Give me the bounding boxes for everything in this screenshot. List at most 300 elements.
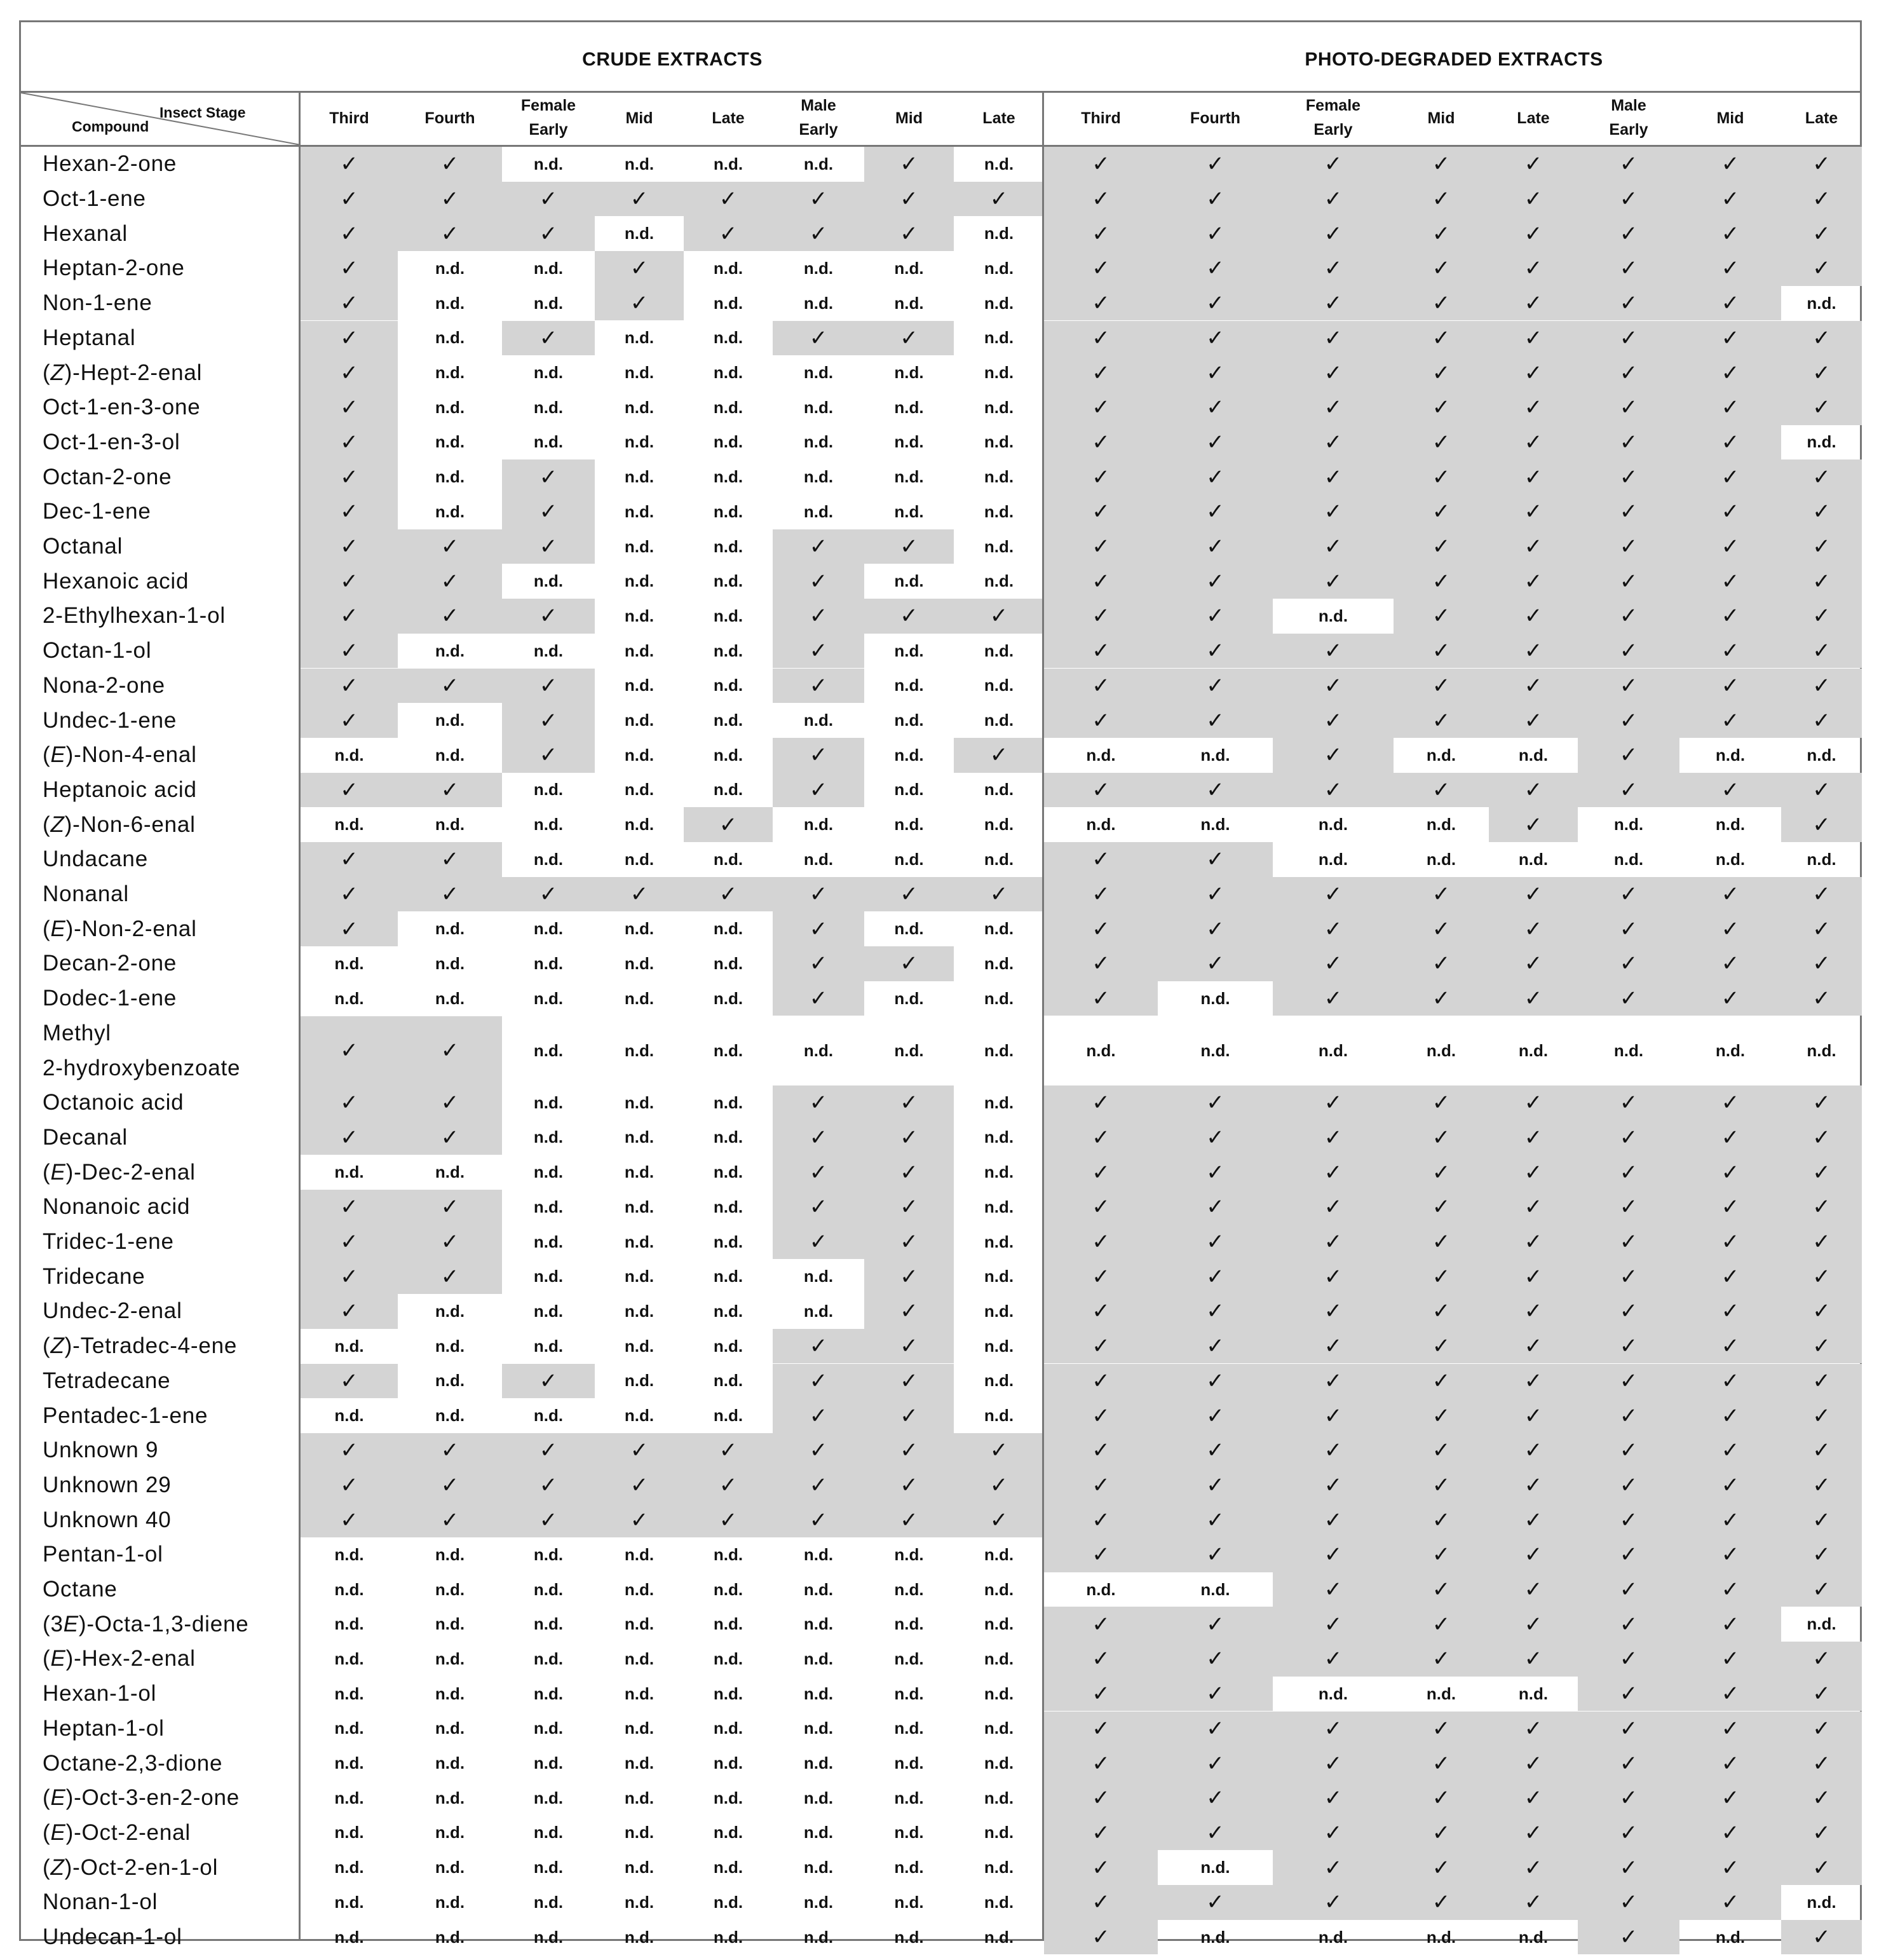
not-detected-mark: n.d. <box>435 1684 465 1703</box>
detected-mark: ✓ <box>1158 1364 1273 1399</box>
not-detected-mark: n.d. <box>803 432 834 452</box>
detected-mark: ✓ <box>1489 1816 1578 1851</box>
detected-mark: ✓ <box>954 1468 1044 1503</box>
not-detected-mark: n.d. <box>533 293 564 313</box>
not-detected-mark: n.d. <box>533 919 564 939</box>
not-detected-mark: n.d. <box>713 1718 743 1738</box>
detected-mark: ✓ <box>684 1502 773 1537</box>
detected-mark: ✓ <box>1394 703 1489 738</box>
table-row <box>21 807 1860 842</box>
detected-mark: ✓ <box>1578 1085 1679 1120</box>
compound-name: Methyl 2-hydroxybenzoate <box>43 1021 241 1081</box>
detected-mark: ✓ <box>1679 425 1781 460</box>
not-detected-mark: n.d. <box>624 1684 655 1703</box>
detected-mark: ✓ <box>1394 1781 1489 1816</box>
detected-mark: ✓ <box>1394 946 1489 981</box>
detected-mark: ✓ <box>1273 1642 1394 1677</box>
detected-mark: ✓ <box>773 669 864 704</box>
not-detected-mark: n.d. <box>984 224 1014 243</box>
detected-mark: ✓ <box>773 1225 864 1260</box>
detected-mark: ✓ <box>1044 1398 1158 1433</box>
not-detected-mark: n.d. <box>624 1197 655 1216</box>
detected-mark: ✓ <box>301 251 398 286</box>
not-detected-mark: n.d. <box>624 224 655 243</box>
detected-mark: ✓ <box>1158 1329 1273 1364</box>
not-detected-mark: n.d. <box>334 1406 364 1426</box>
results-table <box>19 20 1862 1950</box>
detected-mark: ✓ <box>1044 634 1158 669</box>
detected-mark: ✓ <box>301 321 398 356</box>
detected-mark: ✓ <box>1489 459 1578 494</box>
detected-mark: ✓ <box>1158 1502 1273 1537</box>
not-detected-mark: n.d. <box>435 641 465 660</box>
table-row <box>21 1364 1860 1399</box>
not-detected-mark: n.d. <box>624 154 655 174</box>
not-detected-mark: n.d. <box>533 1684 564 1703</box>
not-detected-mark: n.d. <box>533 1336 564 1356</box>
not-detected-mark: n.d. <box>984 1684 1014 1703</box>
not-detected-mark: n.d. <box>624 1718 655 1738</box>
not-detected-mark: n.d. <box>334 1823 364 1842</box>
detected-mark: ✓ <box>301 494 398 529</box>
not-detected-mark: n.d. <box>624 1371 655 1391</box>
detected-mark: ✓ <box>1044 1502 1158 1537</box>
detected-mark: ✓ <box>301 911 398 946</box>
not-detected-mark: n.d. <box>435 745 465 765</box>
detected-mark: ✓ <box>1273 773 1394 808</box>
table-row <box>21 1607 1860 1642</box>
not-detected-mark: n.d. <box>533 1092 564 1112</box>
not-detected-mark: n.d. <box>894 641 924 660</box>
compound-name: Oct-1-ene <box>43 186 146 212</box>
not-detected-mark: n.d. <box>334 953 364 973</box>
detected-mark: ✓ <box>1394 1155 1489 1190</box>
column-header-crude-0 <box>301 93 398 145</box>
detected-mark: ✓ <box>301 564 398 599</box>
detected-mark: ✓ <box>864 1468 954 1503</box>
not-detected-mark: n.d. <box>533 641 564 660</box>
compound-name: Octane <box>43 1577 118 1602</box>
not-detected-mark: n.d. <box>435 815 465 834</box>
compound-name: Nonan-1-ol <box>43 1889 158 1915</box>
column-header-sex: Female <box>520 97 576 114</box>
column-header-sex: Male <box>1611 97 1646 114</box>
not-detected-mark: n.d. <box>533 1267 564 1286</box>
not-detected-mark: n.d. <box>894 1649 924 1668</box>
not-detected-mark: n.d. <box>1200 1579 1230 1599</box>
detected-mark: ✓ <box>1489 911 1578 946</box>
detected-mark: ✓ <box>1044 355 1158 390</box>
detected-mark: ✓ <box>1044 1120 1158 1155</box>
detected-mark: ✓ <box>1273 251 1394 286</box>
detected-mark: ✓ <box>1489 1746 1578 1781</box>
compound-name: Unknown 9 <box>43 1438 159 1463</box>
compound-name: ( E )-Dec-2-enal <box>43 1159 196 1185</box>
not-detected-mark: n.d. <box>435 1753 465 1773</box>
table-row <box>21 842 1860 877</box>
detected-mark: ✓ <box>1273 1502 1394 1537</box>
table-row <box>21 1468 1860 1503</box>
not-detected-mark: n.d. <box>1715 1040 1746 1060</box>
not-detected-mark: n.d. <box>1318 606 1348 625</box>
not-detected-mark: n.d. <box>984 1858 1014 1877</box>
detected-mark: ✓ <box>1781 1120 1862 1155</box>
table-row <box>21 1120 1860 1155</box>
not-detected-mark: n.d. <box>984 154 1014 174</box>
column-header-crude-3 <box>595 93 684 145</box>
detected-mark: ✓ <box>1489 529 1578 564</box>
not-detected-mark: n.d. <box>624 641 655 660</box>
not-detected-mark: n.d. <box>1807 1892 1836 1912</box>
detected-mark: ✓ <box>1578 1468 1679 1503</box>
not-detected-mark: n.d. <box>1715 849 1746 869</box>
detected-mark: ✓ <box>1781 1398 1862 1433</box>
detected-mark: ✓ <box>1273 703 1394 738</box>
detected-mark: ✓ <box>1158 1225 1273 1260</box>
detected-mark: ✓ <box>1489 1607 1578 1642</box>
not-detected-mark: n.d. <box>624 467 655 487</box>
table-row <box>21 1433 1860 1468</box>
detected-mark: ✓ <box>1044 425 1158 460</box>
not-detected-mark: n.d. <box>1807 1040 1836 1060</box>
not-detected-mark: n.d. <box>803 258 834 278</box>
detected-mark: ✓ <box>1158 1537 1273 1572</box>
detected-mark: ✓ <box>1679 669 1781 704</box>
not-detected-mark: n.d. <box>713 1406 743 1426</box>
detected-mark: ✓ <box>1578 773 1679 808</box>
detected-mark: ✓ <box>1679 1329 1781 1364</box>
detected-mark: ✓ <box>1489 1329 1578 1364</box>
not-detected-mark: n.d. <box>533 571 564 591</box>
not-detected-mark: n.d. <box>984 397 1014 417</box>
detected-mark: ✓ <box>1578 1155 1679 1190</box>
detected-mark: ✓ <box>301 286 398 321</box>
not-detected-mark: n.d. <box>624 1823 655 1842</box>
detected-mark: ✓ <box>1489 390 1578 425</box>
detected-mark: ✓ <box>1394 1885 1489 1920</box>
detected-mark: ✓ <box>1578 738 1679 773</box>
detected-mark: ✓ <box>1781 390 1862 425</box>
not-detected-mark: n.d. <box>984 1823 1014 1842</box>
detected-mark: ✓ <box>1158 1155 1273 1190</box>
not-detected-mark: n.d. <box>624 745 655 765</box>
table-row <box>21 1746 1860 1781</box>
detected-mark: ✓ <box>301 669 398 704</box>
detected-mark: ✓ <box>1273 1433 1394 1468</box>
compound-name: Oct-1-en-3-one <box>43 395 201 420</box>
detected-mark: ✓ <box>301 459 398 494</box>
not-detected-mark: n.d. <box>803 1927 834 1947</box>
not-detected-mark: n.d. <box>803 1040 834 1060</box>
compound-name: Nona-2-one <box>43 672 165 698</box>
not-detected-mark: n.d. <box>624 1649 655 1668</box>
detected-mark: ✓ <box>773 1155 864 1190</box>
detected-mark: ✓ <box>864 877 954 912</box>
detected-mark: ✓ <box>1781 147 1862 182</box>
detected-mark: ✓ <box>1273 529 1394 564</box>
not-detected-mark: n.d. <box>984 1892 1014 1912</box>
not-detected-mark: n.d. <box>624 1544 655 1564</box>
not-detected-mark: n.d. <box>894 1892 924 1912</box>
detected-mark: ✓ <box>1158 355 1273 390</box>
detected-mark: ✓ <box>502 494 595 529</box>
detected-mark: ✓ <box>1044 1781 1158 1816</box>
not-detected-mark: n.d. <box>984 676 1014 695</box>
table-row <box>21 1885 1860 1920</box>
compound-name: Octanoic acid <box>43 1090 184 1115</box>
detected-mark: ✓ <box>1489 1120 1578 1155</box>
detected-mark: ✓ <box>1781 251 1862 286</box>
not-detected-mark: n.d. <box>624 397 655 417</box>
not-detected-mark: n.d. <box>713 1092 743 1112</box>
not-detected-mark: n.d. <box>1807 293 1836 313</box>
detected-mark: ✓ <box>1781 1433 1862 1468</box>
not-detected-mark: n.d. <box>803 1684 834 1703</box>
not-detected-mark: n.d. <box>984 1718 1014 1738</box>
compound-name: Undacane <box>43 847 148 872</box>
detected-mark: ✓ <box>1394 1607 1489 1642</box>
not-detected-mark: n.d. <box>713 501 743 521</box>
detected-mark: ✓ <box>1781 1781 1862 1816</box>
not-detected-mark: n.d. <box>984 1040 1014 1060</box>
not-detected-mark: n.d. <box>894 1614 924 1634</box>
detected-mark: ✓ <box>1044 529 1158 564</box>
detected-mark: ✓ <box>1781 1677 1862 1712</box>
detected-mark: ✓ <box>954 738 1044 773</box>
not-detected-mark: n.d. <box>533 1718 564 1738</box>
detected-mark: ✓ <box>1578 494 1679 529</box>
detected-mark: ✓ <box>1394 634 1489 669</box>
detected-mark: ✓ <box>1679 1468 1781 1503</box>
detected-mark: ✓ <box>1578 1364 1679 1399</box>
not-detected-mark: n.d. <box>435 1892 465 1912</box>
table-row <box>21 1572 1860 1607</box>
detected-mark: ✓ <box>1578 355 1679 390</box>
not-detected-mark: n.d. <box>894 1823 924 1842</box>
detected-mark: ✓ <box>1394 286 1489 321</box>
not-detected-mark: n.d. <box>624 919 655 939</box>
not-detected-mark: n.d. <box>984 1232 1014 1251</box>
detected-mark: ✓ <box>864 1155 954 1190</box>
column-header-label: Early <box>799 121 838 139</box>
not-detected-mark: n.d. <box>894 1718 924 1738</box>
not-detected-mark: n.d. <box>533 1788 564 1807</box>
detected-mark: ✓ <box>1578 1259 1679 1294</box>
detected-mark: ✓ <box>1781 529 1862 564</box>
table-row <box>21 703 1860 738</box>
detected-mark: ✓ <box>1679 634 1781 669</box>
column-header-sex: Female <box>1305 97 1361 114</box>
detected-mark: ✓ <box>1273 390 1394 425</box>
detected-mark: ✓ <box>502 669 595 704</box>
detected-mark: ✓ <box>773 216 864 251</box>
detected-mark: ✓ <box>773 911 864 946</box>
not-detected-mark: n.d. <box>334 1684 364 1703</box>
detected-mark: ✓ <box>502 1502 595 1537</box>
not-detected-mark: n.d. <box>894 1788 924 1807</box>
not-detected-mark: n.d. <box>984 258 1014 278</box>
detected-mark: ✓ <box>1394 1468 1489 1503</box>
not-detected-mark: n.d. <box>624 1614 655 1634</box>
detected-mark: ✓ <box>1394 529 1489 564</box>
detected-mark: ✓ <box>502 321 595 356</box>
detected-mark: ✓ <box>1679 1190 1781 1225</box>
detected-mark: ✓ <box>1489 669 1578 704</box>
not-detected-mark: n.d. <box>713 919 743 939</box>
compound-name: Hexanal <box>43 221 128 246</box>
not-detected-mark: n.d. <box>1426 1927 1456 1947</box>
not-detected-mark: n.d. <box>624 711 655 730</box>
not-detected-mark: n.d. <box>1613 1040 1644 1060</box>
detected-mark: ✓ <box>1578 981 1679 1016</box>
not-detected-mark: n.d. <box>1318 849 1348 869</box>
not-detected-mark: n.d. <box>435 711 465 730</box>
detected-mark: ✓ <box>1489 355 1578 390</box>
detected-mark: ✓ <box>1679 1885 1781 1920</box>
detected-mark: ✓ <box>1044 1607 1158 1642</box>
detected-mark: ✓ <box>1578 1190 1679 1225</box>
detected-mark: ✓ <box>954 877 1044 912</box>
not-detected-mark: n.d. <box>533 1127 564 1147</box>
detected-mark: ✓ <box>864 1190 954 1225</box>
compound-name: Undec-1-ene <box>43 707 177 733</box>
detected-mark: ✓ <box>773 877 864 912</box>
not-detected-mark: n.d. <box>533 1753 564 1773</box>
detected-mark: ✓ <box>1158 564 1273 599</box>
detected-mark: ✓ <box>1158 529 1273 564</box>
not-detected-mark: n.d. <box>435 919 465 939</box>
detected-mark: ✓ <box>1044 1746 1158 1781</box>
not-detected-mark: n.d. <box>1426 745 1456 765</box>
detected-mark: ✓ <box>1158 911 1273 946</box>
detected-mark: ✓ <box>1781 182 1862 217</box>
detected-mark: ✓ <box>1679 1225 1781 1260</box>
detected-mark: ✓ <box>1044 911 1158 946</box>
detected-mark: ✓ <box>1158 494 1273 529</box>
insect-stage-label: Insect Stage <box>159 104 246 121</box>
detected-mark: ✓ <box>1489 1225 1578 1260</box>
detected-mark: ✓ <box>1781 1746 1862 1781</box>
detected-mark: ✓ <box>398 1433 502 1468</box>
detected-mark: ✓ <box>864 182 954 217</box>
not-detected-mark: n.d. <box>334 1649 364 1668</box>
not-detected-mark: n.d. <box>894 363 924 383</box>
compound-name: ( E )-Non-4-enal <box>43 742 197 768</box>
not-detected-mark: n.d. <box>1086 1579 1116 1599</box>
table-row <box>21 147 1860 182</box>
not-detected-mark: n.d. <box>624 1858 655 1877</box>
not-detected-mark: n.d. <box>894 432 924 452</box>
not-detected-mark: n.d. <box>713 953 743 973</box>
not-detected-mark: n.d. <box>624 1092 655 1112</box>
detected-mark: ✓ <box>1781 599 1862 634</box>
not-detected-mark: n.d. <box>984 1579 1014 1599</box>
detected-mark: ✓ <box>773 634 864 669</box>
not-detected-mark: n.d. <box>1518 745 1549 765</box>
not-detected-mark: n.d. <box>1200 745 1230 765</box>
detected-mark: ✓ <box>684 1468 773 1503</box>
detected-mark: ✓ <box>1158 216 1273 251</box>
compound-name: Hexan-2-one <box>43 151 177 177</box>
not-detected-mark: n.d. <box>533 258 564 278</box>
detected-mark: ✓ <box>301 634 398 669</box>
detected-mark: ✓ <box>1394 1816 1489 1851</box>
detected-mark: ✓ <box>301 1190 398 1225</box>
detected-mark: ✓ <box>1158 459 1273 494</box>
not-detected-mark: n.d. <box>803 363 834 383</box>
detected-mark: ✓ <box>1679 216 1781 251</box>
column-header-photo-7 <box>1781 93 1862 145</box>
not-detected-mark: n.d. <box>624 1040 655 1060</box>
table-row <box>21 564 1860 599</box>
detected-mark: ✓ <box>1679 564 1781 599</box>
not-detected-mark: n.d. <box>1318 1927 1348 1947</box>
detected-mark: ✓ <box>1489 321 1578 356</box>
not-detected-mark: n.d. <box>713 397 743 417</box>
detected-mark: ✓ <box>1578 877 1679 912</box>
detected-mark: ✓ <box>1781 1920 1862 1955</box>
not-detected-mark: n.d. <box>435 1336 465 1356</box>
detected-mark: ✓ <box>1578 1502 1679 1537</box>
not-detected-mark: n.d. <box>984 988 1014 1008</box>
compound-name: Heptan-1-ol <box>43 1715 165 1741</box>
not-detected-mark: n.d. <box>1518 1927 1549 1947</box>
compound-name: ( E )-Non-2-enal <box>43 916 197 941</box>
detected-mark: ✓ <box>301 1364 398 1399</box>
not-detected-mark: n.d. <box>1613 815 1644 834</box>
detected-mark: ✓ <box>1489 981 1578 1016</box>
detected-mark: ✓ <box>1781 1259 1862 1294</box>
not-detected-mark: n.d. <box>984 780 1014 800</box>
detected-mark: ✓ <box>1273 1259 1394 1294</box>
detected-mark: ✓ <box>1679 459 1781 494</box>
detected-mark: ✓ <box>1578 1746 1679 1781</box>
table-row <box>21 1537 1860 1572</box>
not-detected-mark: n.d. <box>803 1823 834 1842</box>
detected-mark: ✓ <box>1273 738 1394 773</box>
group-title-row <box>21 22 1860 93</box>
detected-mark: ✓ <box>1158 1781 1273 1816</box>
detected-mark: ✓ <box>1679 494 1781 529</box>
detected-mark: ✓ <box>1578 1850 1679 1885</box>
detected-mark: ✓ <box>1781 1294 1862 1329</box>
detected-mark: ✓ <box>1158 1259 1273 1294</box>
not-detected-mark: n.d. <box>334 745 364 765</box>
not-detected-mark: n.d. <box>1086 745 1116 765</box>
detected-mark: ✓ <box>1394 1329 1489 1364</box>
not-detected-mark: n.d. <box>334 1892 364 1912</box>
detected-mark: ✓ <box>1679 182 1781 217</box>
not-detected-mark: n.d. <box>894 397 924 417</box>
detected-mark: ✓ <box>1489 1712 1578 1746</box>
detected-mark: ✓ <box>1158 1746 1273 1781</box>
detected-mark: ✓ <box>1489 1502 1578 1537</box>
table-row <box>21 425 1860 460</box>
detected-mark: ✓ <box>1273 1885 1394 1920</box>
column-header-sex: Male <box>801 97 836 114</box>
not-detected-mark: n.d. <box>334 1162 364 1182</box>
not-detected-mark: n.d. <box>624 1406 655 1426</box>
detected-mark: ✓ <box>398 182 502 217</box>
detected-mark: ✓ <box>1578 1398 1679 1433</box>
detected-mark: ✓ <box>301 1433 398 1468</box>
compound-name: Undecan-1-ol <box>43 1924 182 1950</box>
detected-mark: ✓ <box>1578 634 1679 669</box>
detected-mark: ✓ <box>1394 1294 1489 1329</box>
detected-mark: ✓ <box>1679 1433 1781 1468</box>
not-detected-mark: n.d. <box>984 641 1014 660</box>
not-detected-mark: n.d. <box>624 780 655 800</box>
